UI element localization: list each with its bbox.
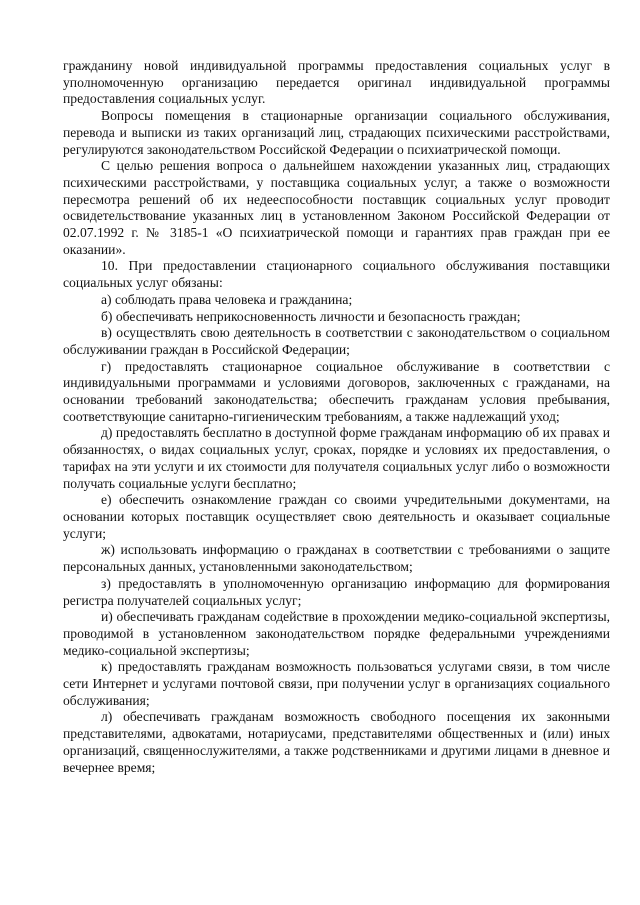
list-item-b: б) обеспечивать неприкосновенность личности и безопасность граждан; xyxy=(101,308,521,324)
list-item-zh: ж) использовать информацию о гражданах в соответствии с требованиями о защите персональных данных, установленными законодательством; xyxy=(63,542,610,575)
list-item-a: а) соблюдать права человека и гражданина; xyxy=(101,291,353,307)
paragraph-continuation: гражданину новой индивидуальной программы предоставления социальных услуг в уполномоченную организацию передается оригинал индивидуальной программы предоставления социальных услуг. xyxy=(63,58,610,107)
list-item-i: и) обеспечивать гражданам содействие в прохождении медико-социальной экспертизы, проводимой в установленном законодательством порядке федеральными учреждениями медико-социальной экспертизы; xyxy=(63,609,610,658)
list-item-e: е) обеспечить ознакомление граждан со своими учредительными документами, на основании которых поставщик осуществляет свою деятельность и оказывает социальные услуги; xyxy=(63,492,610,541)
list-item-v: в) осуществлять свою деятельность в соответствии с законодательством о социальном обслуживании граждан в Российской Федерации; xyxy=(63,325,610,357)
paragraph-examination: С целью решения вопроса о дальнейшем нахождении указанных лиц, страдающих психическими расстройствами, у поставщика социальных услуг, а также о возможности пересмотра решений об их недееспособности поставщик социальных услуг проводит освидетельствование указанных лиц в установленном Законом Российской Федерации от 02.07.1992 г. № 3185-1 «О психиатрической помощи и гарантиях прав граждан при ее оказании». xyxy=(63,158,610,257)
list-item-l: л) обеспечивать гражданам возможность свободного посещения их законными представителями, адвокатами, нотариусами, представителями общественных и (или) иных организаций, священнослужителями, а также родственниками и другими лицами в дневное и вечернее время; xyxy=(63,709,610,775)
list-item-z: з) предоставлять в уполномоченную организацию информацию для формирования регистра получателей социальных услуг; xyxy=(63,575,610,608)
paragraph-clause-10: 10. При предоставлении стационарного социального обслуживания поставщики социальных услуг обязаны: xyxy=(63,258,610,291)
paragraph-psychiatric-placement: Вопросы помещения в стационарные организации социального обслуживания, перевода и выписки из таких организаций лиц, страдающих психическими расстройствами, регулируются законодательством Российской Федерации о психиатрической помощи. xyxy=(63,108,610,157)
list-item-k: к) предоставлять гражданам возможность пользоваться услугами связи, в том числе сети Интернет и услугами почтовой связи, при получении услуг в организациях социального обслуживания; xyxy=(63,659,610,708)
list-item-g: г) предоставлять стационарное социальное обслуживание в соответствии с индивидуальными программами и условиями договоров, заключенных с гражданами, на основании требований законодательства; обеспечить гражданам условия пребывания, соответствующие санитарно-гигиеническим требованиям, а также надлежащий уход; xyxy=(63,358,610,424)
document-page xyxy=(63,58,610,776)
list-item-d: д) предоставлять бесплатно в доступной форме гражданам информацию об их правах и обязанностях, о видах социальных услуг, сроках, порядке и условиях их предоставления, о тарифах на эти услуги и их стоимости для получателя социальных услуг либо о возможности получать социальные услуги бесплатно; xyxy=(63,425,610,491)
